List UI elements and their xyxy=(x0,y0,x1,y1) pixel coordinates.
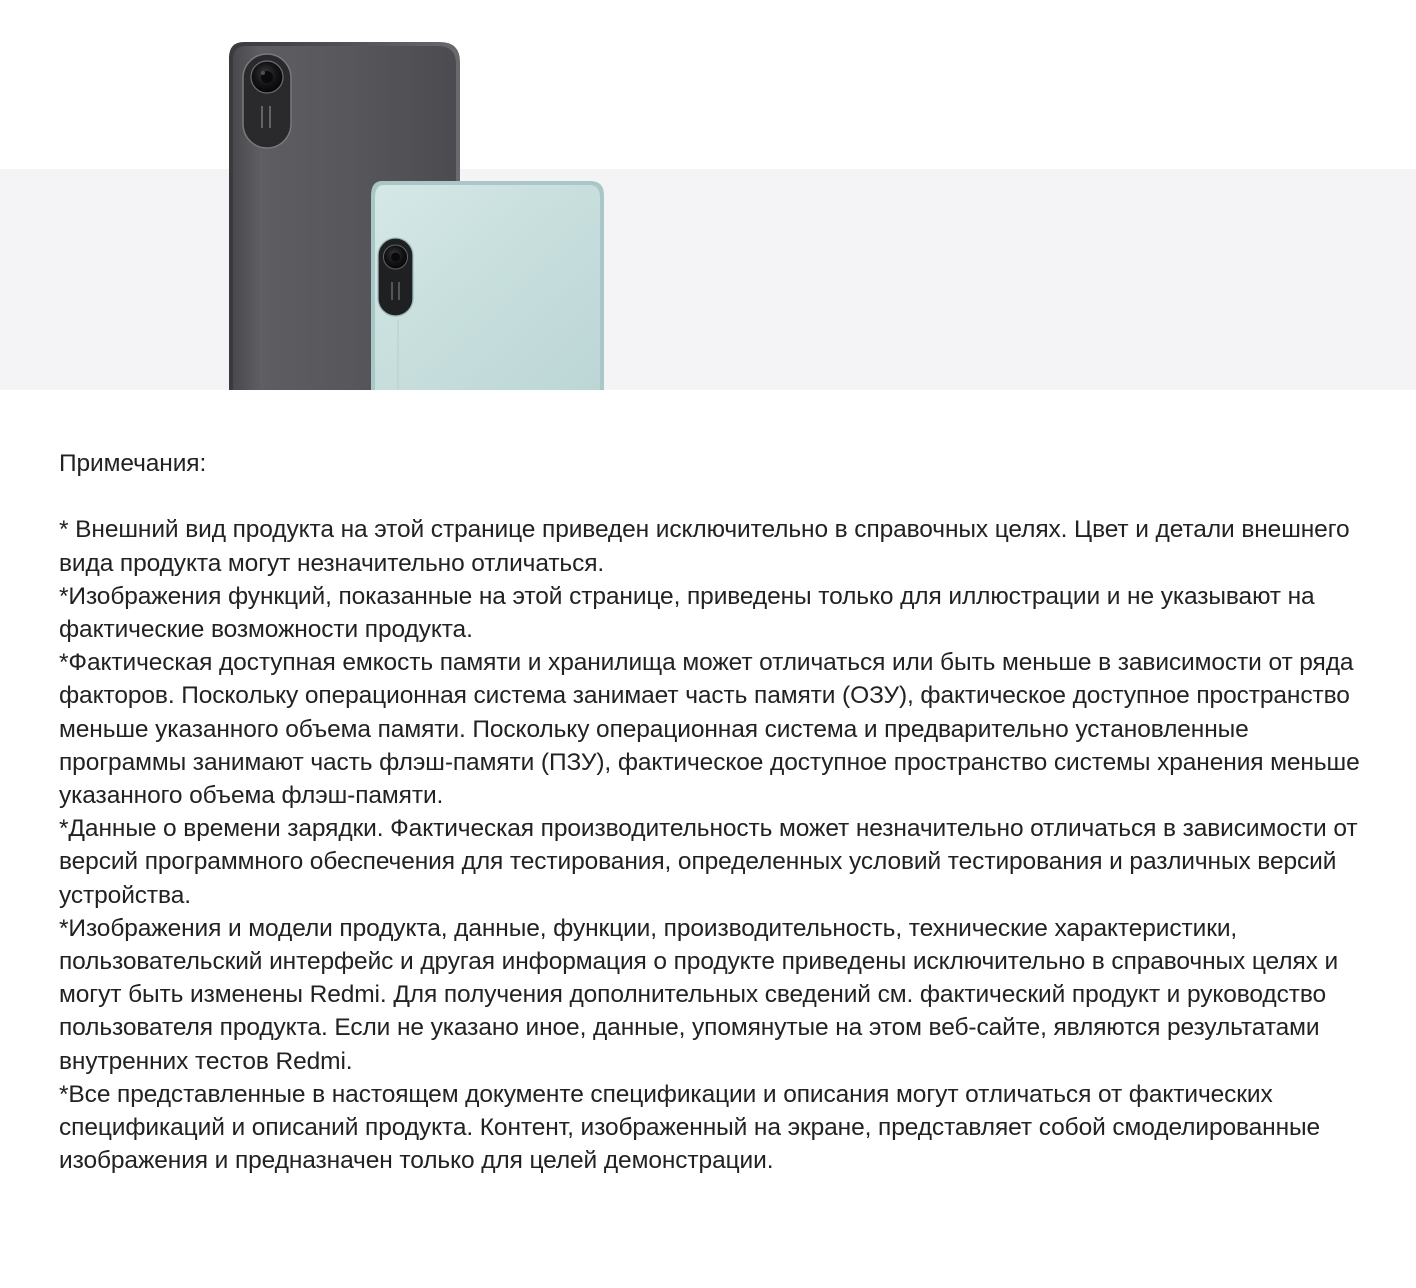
mint-tablet xyxy=(371,181,604,390)
mint-camera-module xyxy=(378,238,413,316)
disclaimer-notes xyxy=(59,447,1379,1177)
note-appearance: * Внешний вид продукта на этой странице приведен исключительно в справочных целях. Цвет и детали внешнего вида продукта могут незначительно отличаться. xyxy=(59,516,1350,577)
notes-title: Примечания: xyxy=(59,450,207,477)
note-feature-images: *Изображения функций, показанные на этой странице, приведены только для иллюстрации и не указывают на фактические возможности продукта. xyxy=(59,582,1315,643)
tablets-illustration xyxy=(0,0,1416,390)
hero-image xyxy=(0,0,1416,390)
gray-camera-module xyxy=(243,54,291,148)
note-specifications: *Все представленные в настоящем документе спецификации и описания могут отличаться от фактических спецификаций и описаний продукта. Контент, изображенный на экране, представляет собой смоделированные изображения и предназначен только для целей демонстрации. xyxy=(59,1080,1321,1175)
note-memory-capacity: *Фактическая доступная емкость памяти и хранилища может отличаться или быть меньше в зависимости от ряда факторов. Поскольку операционная система занимает часть памяти (ОЗУ), фактическое доступное пространство меньше указанного объема памяти. Поскольку операционная система и предварительно установленные программы занимают часть флэш-памяти (ПЗУ), фактическое доступное пространство системы хранения меньше указанного объема флэш-памяти. xyxy=(59,649,1360,810)
note-charging-time: *Данные о времени зарядки. Фактическая производительность может незначительно отличаться в зависимости от версий программного обеспечения для тестирования, определенных условий тестирования и различных версий устройства. xyxy=(59,815,1358,909)
note-product-info: *Изображения и модели продукта, данные, функции, производительность, технические характеристики, пользовательский интерфейс и другая информация о продукте приведены исключительно в справочных целях и могут быть изменены Redmi. Для получения дополнительных сведений см. фактический продукт и руководство пользователя продукта. Если не указано иное, данные, упомянутые на этом веб-сайте, являются результатами внутренних тестов Redmi. xyxy=(59,914,1339,1075)
